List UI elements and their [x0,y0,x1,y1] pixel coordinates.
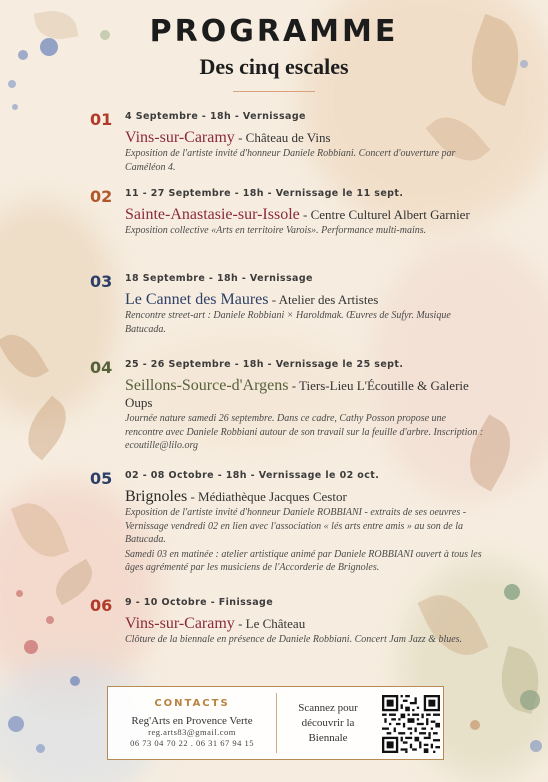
event-number: 03 [90,272,113,291]
event-town: Brignoles [125,488,188,505]
contacts-organization: Reg'Arts en Provence Verte [131,715,253,727]
event-town: Seillons-Source-d'Argens [125,377,289,394]
event-description: Rencontre street-art : Daniele Robbiani × Haroldmak. Œuvres de Sufyr. Musique Batucada. [125,310,451,335]
event-town: Sainte-Anastasie-sur-Issole [125,206,300,223]
event-number: 01 [90,110,113,129]
contacts-separator [276,693,277,753]
scan-text: Scannez pour découvrir la Biennale [298,702,358,744]
event-location [125,206,485,223]
event-date: 11 - 27 Septembre - 18h - Vernissage le 11 sept. [125,188,404,199]
event-location [125,615,485,632]
event-town: Le Cannet des Maures [125,291,269,308]
event-venue: - Centre Culturel Albert Garnier [299,207,470,222]
event-number: 02 [90,187,113,206]
qr-code-icon[interactable] [382,695,440,753]
event-description: Exposition de l'artiste invité d'honneur Daniele ROBBIANI - extraits de ses oeuvres - Vernissage vendredi 02 en lien avec l'association « lés arts entre amis » au son de la Batucada. [125,507,467,545]
contacts-phones: 06 73 04 70 22 . 06 31 67 94 15 [130,738,254,748]
event-description: Exposition de l'artiste invité d'honneur Daniele Robbiani. Concert d'ouverture par Caméléon 4. [125,148,456,173]
event-location [125,377,485,411]
event-town: Vins-sur-Caramy [125,129,235,146]
event-date: 9 - 10 Octobre - Finissage [125,597,274,608]
event-venue: - Atelier des Artistes [268,292,379,307]
contacts-email[interactable]: reg.arts83@gmail.com [148,727,236,737]
page-subtitle: Des cinq escales [199,54,349,79]
event-venue: - Médiathèque Jacques Cestor [187,489,347,504]
event-venue: - Château de Vins [234,130,331,145]
event-description-2: Samedi 03 en matinée : atelier artistique animé par Daniele ROBBIANI ouvert à tous les âges agrémenté par les musiciens de l'Accorderie de Brignoles. [125,548,482,573]
event-venue: - Tiers-Lieu L'Écoutille & Galerie Oups [125,378,469,410]
event-location [125,291,485,308]
event-location [125,488,485,505]
event-description: Clôture de la biennale en présence de Daniele Robbiani. Concert Jam Jazz & blues. [125,634,463,645]
event-location [125,129,485,146]
contacts-box [107,686,444,760]
event-date: 25 - 26 Septembre - 18h - Vernissage le 25 sept. [125,359,404,370]
event-description: Journée nature samedi 26 septembre. Dans ce cadre, Cathy Posson propose une rencontre avec Daniele Robbiani autour de son travail sur la feuille d'arbre. Inscription : ecoutille@lilo.org [125,413,484,451]
event-number: 04 [90,358,113,377]
contacts-heading: CONTACTS [154,698,230,709]
event-town: Vins-sur-Caramy [125,615,235,632]
event-date: 02 - 08 Octobre - 18h - Vernissage le 02 oct. [125,470,380,481]
page-title: PROGRAMME [149,14,399,49]
event-venue: - Le Château [234,616,306,631]
event-number: 06 [90,596,113,615]
title-divider [233,91,315,92]
event-date: 4 Septembre - 18h - Vernissage [125,111,306,122]
event-description: Exposition collective «Arts en territoire Varois». Performance multi-mains. [125,225,427,236]
event-number: 05 [90,469,113,488]
event-date: 18 Septembre - 18h - Vernissage [125,273,313,284]
